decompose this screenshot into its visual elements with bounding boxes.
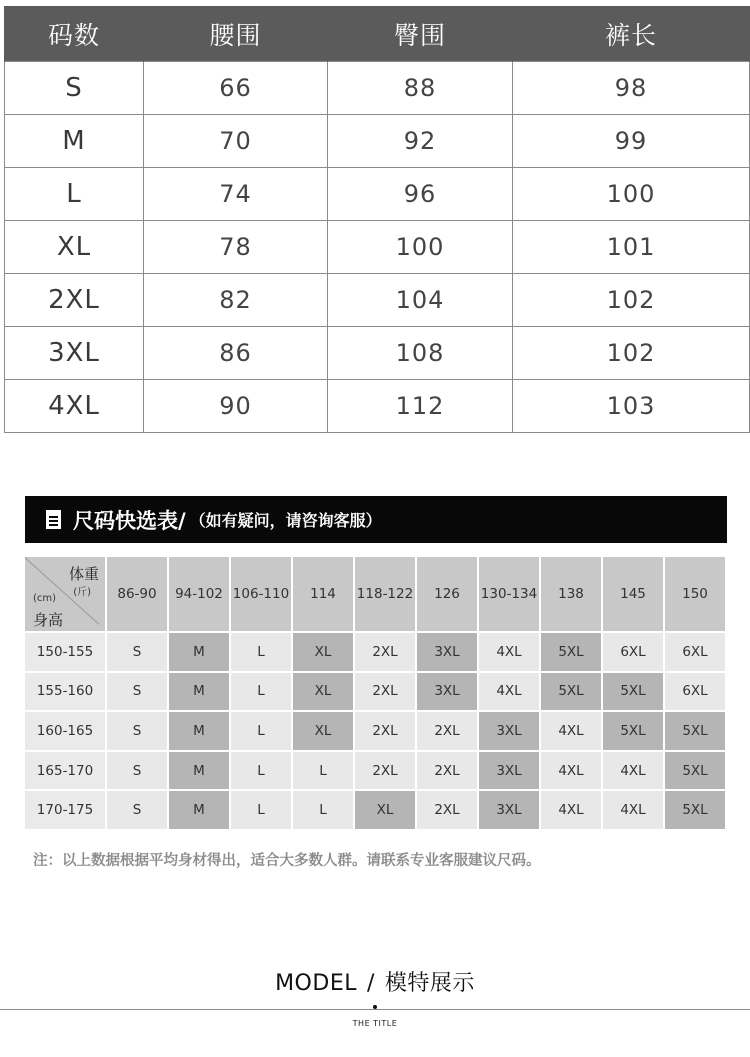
weight-axis-label: 体重	[68, 565, 99, 583]
pant-length-cell: 101	[513, 221, 750, 274]
weight-column-header: 94-102	[169, 557, 231, 633]
size-code-cell: M	[5, 115, 144, 168]
size-cell: S	[107, 633, 169, 673]
size-cell: XL	[293, 673, 355, 713]
size-cell: 4XL	[541, 791, 603, 831]
table-row	[5, 380, 750, 433]
header-hip: 臀围	[328, 6, 513, 62]
hip-cell: 108	[328, 327, 513, 380]
size-measurement-table	[4, 6, 750, 433]
size-cell: 4XL	[479, 633, 541, 673]
size-cell: 6XL	[665, 633, 727, 673]
size-cell: L	[293, 791, 355, 831]
size-cell: 2XL	[355, 752, 417, 792]
size-cell: 4XL	[541, 752, 603, 792]
size-cell: M	[169, 791, 231, 831]
pant-length-cell: 102	[513, 327, 750, 380]
pant-length-cell: 100	[513, 168, 750, 221]
size-cell: 4XL	[479, 673, 541, 713]
waist-cell: 86	[144, 327, 328, 380]
size-cell: 3XL	[479, 791, 541, 831]
height-row-header: 165-170	[25, 752, 107, 792]
size-cell: 4XL	[541, 712, 603, 752]
size-code-cell: 3XL	[5, 327, 144, 380]
size-cell: L	[231, 712, 293, 752]
size-cell: M	[169, 752, 231, 792]
pant-length-cell: 102	[513, 274, 750, 327]
size-cell: L	[231, 633, 293, 673]
size-cell: 5XL	[665, 791, 727, 831]
waist-cell: 78	[144, 221, 328, 274]
hip-cell: 88	[328, 62, 513, 115]
weight-column-header: 126	[417, 557, 479, 633]
hip-cell: 100	[328, 221, 513, 274]
size-cell: XL	[293, 712, 355, 752]
table-row	[5, 62, 750, 115]
size-cell: 5XL	[541, 673, 603, 713]
weight-column-header: 86-90	[107, 557, 169, 633]
size-cell: 2XL	[417, 752, 479, 792]
hip-cell: 96	[328, 168, 513, 221]
table-row	[5, 221, 750, 274]
waist-cell: 66	[144, 62, 328, 115]
size-cell: M	[169, 712, 231, 752]
size-cell: 2XL	[355, 673, 417, 713]
model-title-separator: /	[366, 971, 375, 996]
height-axis-label: 身高	[33, 611, 64, 629]
pant-length-cell: 98	[513, 62, 750, 115]
size-cell: 5XL	[603, 673, 665, 713]
size-cell: L	[293, 752, 355, 792]
table-row	[5, 274, 750, 327]
size-cell: 5XL	[665, 752, 727, 792]
size-cell: L	[231, 791, 293, 831]
waist-cell: 74	[144, 168, 328, 221]
weight-column-header: 118-122	[355, 557, 417, 633]
weight-column-header: 106-110	[231, 557, 293, 633]
footer-dot	[373, 1005, 377, 1009]
size-cell: 2XL	[355, 712, 417, 752]
waist-cell: 82	[144, 274, 328, 327]
size-cell: 5XL	[665, 712, 727, 752]
size-cell: S	[107, 712, 169, 752]
weight-column-header: 150	[665, 557, 727, 633]
size-code-cell: 2XL	[5, 274, 144, 327]
table-row	[5, 115, 750, 168]
size-cell: XL	[355, 791, 417, 831]
model-title-en: MODEL	[275, 971, 357, 996]
quick-chart-header	[25, 496, 727, 543]
weight-column-header: 138	[541, 557, 603, 633]
size-cell: 3XL	[417, 673, 479, 713]
height-row-header: 150-155	[25, 633, 107, 673]
waist-cell: 70	[144, 115, 328, 168]
footer-divider	[0, 1009, 750, 1010]
size-table-body	[5, 62, 750, 433]
pant-length-cell: 103	[513, 380, 750, 433]
height-unit-label: (cm)	[33, 593, 57, 604]
weight-column-header: 114	[293, 557, 355, 633]
footer-subtitle: THE TITLE	[352, 1019, 398, 1028]
size-cell: L	[231, 752, 293, 792]
size-cell: 6XL	[665, 673, 727, 713]
hip-cell: 104	[328, 274, 513, 327]
size-cell: S	[107, 791, 169, 831]
table-row	[5, 327, 750, 380]
header-pant-length: 裤长	[513, 6, 750, 62]
hip-cell: 92	[328, 115, 513, 168]
size-cell: 5XL	[603, 712, 665, 752]
pant-length-cell: 99	[513, 115, 750, 168]
height-row-header: 155-160	[25, 673, 107, 713]
model-title-cn: 模特展示	[384, 971, 475, 996]
size-cell: 6XL	[603, 633, 665, 673]
size-cell: S	[107, 673, 169, 713]
size-cell: 2XL	[417, 791, 479, 831]
size-cell: 3XL	[479, 752, 541, 792]
size-cell: XL	[293, 633, 355, 673]
model-section-title	[0, 966, 750, 997]
size-cell: 2XL	[417, 712, 479, 752]
size-cell: 3XL	[479, 712, 541, 752]
size-cell: 5XL	[541, 633, 603, 673]
size-cell: 2XL	[355, 633, 417, 673]
document-icon	[46, 510, 61, 529]
height-row-header: 160-165	[25, 712, 107, 752]
grid-corner-cell	[25, 557, 107, 633]
size-cell: S	[107, 752, 169, 792]
size-note: 注：以上数据根据平均身材得出，适合大多数人群。请联系专业客服建议尺码。	[33, 853, 541, 869]
header-waist: 腰围	[144, 6, 328, 62]
weight-column-header: 145	[603, 557, 665, 633]
weight-unit-label: (斤)	[73, 587, 91, 598]
quick-chart-title: 尺码快选表/	[73, 508, 186, 533]
size-code-cell: XL	[5, 221, 144, 274]
header-size-code: 码数	[5, 6, 144, 62]
table-row	[5, 168, 750, 221]
waist-cell: 90	[144, 380, 328, 433]
size-table-header-row	[5, 6, 750, 62]
weight-column-header: 130-134	[479, 557, 541, 633]
size-cell: M	[169, 633, 231, 673]
size-cell: 4XL	[603, 752, 665, 792]
size-cell: M	[169, 673, 231, 713]
size-cell: L	[231, 673, 293, 713]
size-cell: 4XL	[603, 791, 665, 831]
height-row-header: 170-175	[25, 791, 107, 831]
size-cell: 3XL	[417, 633, 479, 673]
size-code-cell: S	[5, 62, 144, 115]
quick-chart-subtitle: （如有疑问，请咨询客服）	[189, 511, 382, 530]
size-code-cell: L	[5, 168, 144, 221]
quick-size-grid	[25, 557, 727, 831]
hip-cell: 112	[328, 380, 513, 433]
size-code-cell: 4XL	[5, 380, 144, 433]
